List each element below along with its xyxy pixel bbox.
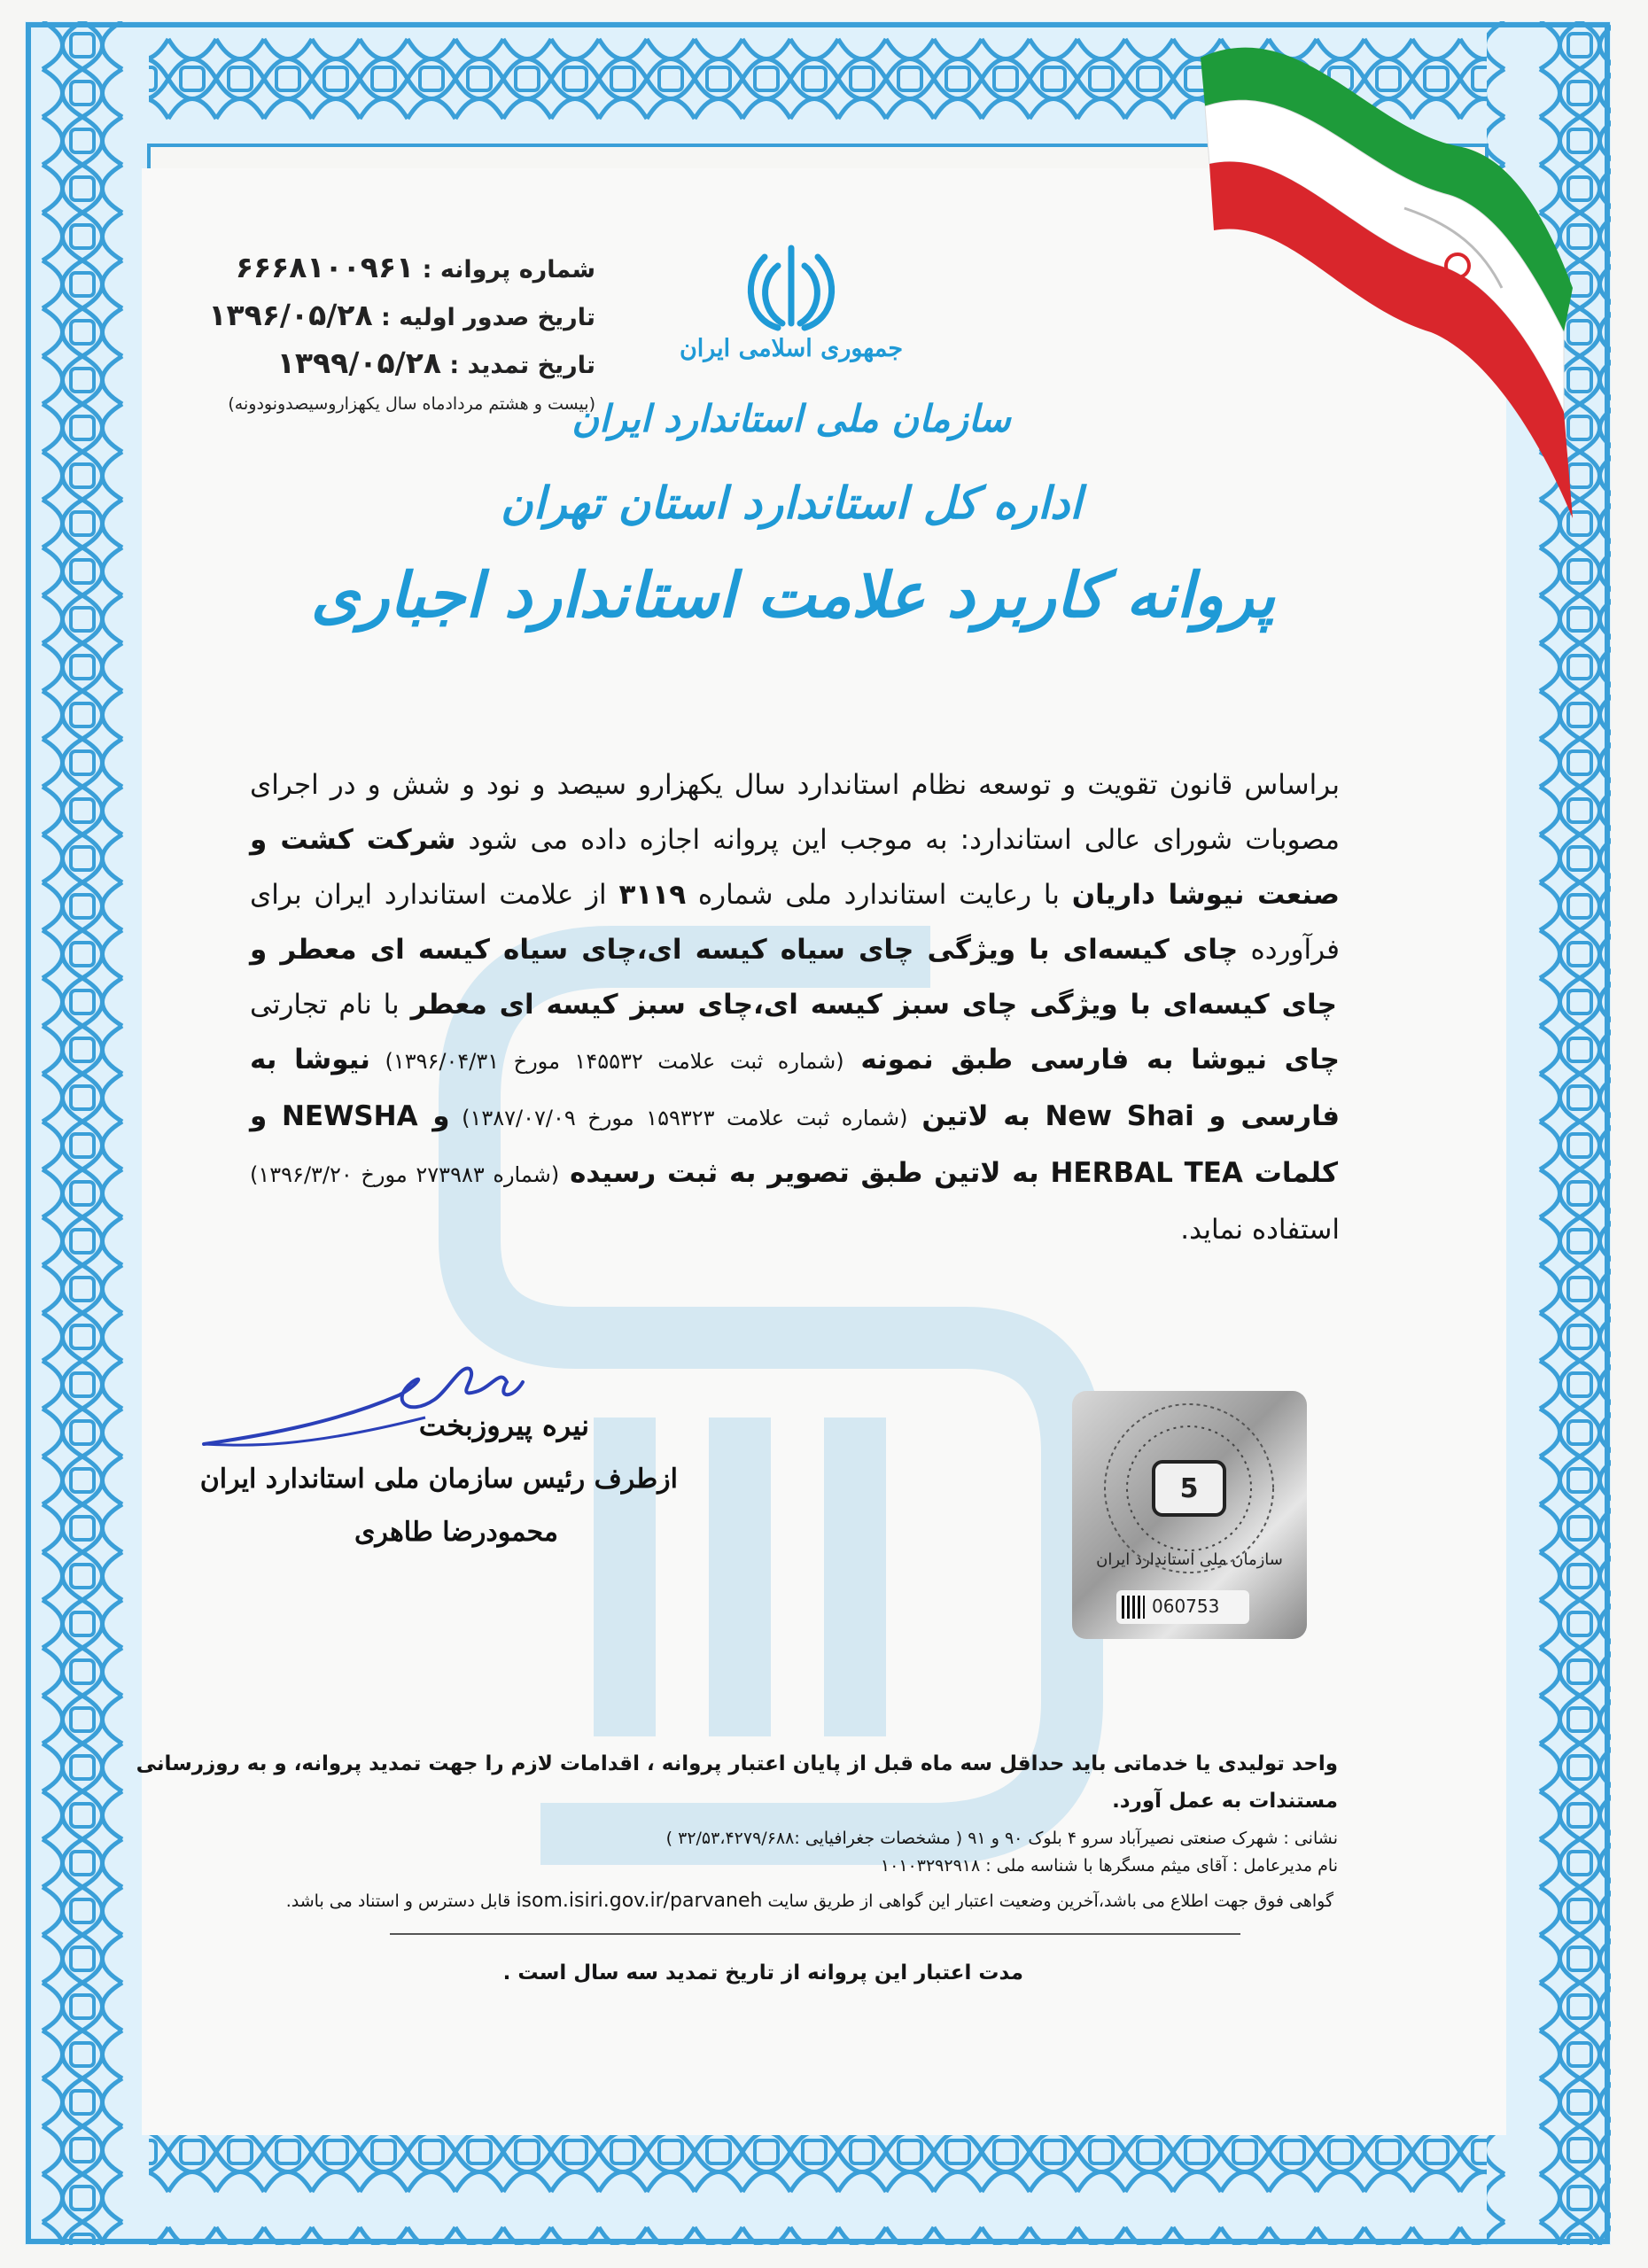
renew-date-label: تاریخ تمدید : xyxy=(449,352,595,379)
hologram-sticker xyxy=(1072,1391,1307,1639)
renew-date-words: (بیست و هشتم مردادماه سال یکهزاروسیصدونودونه) xyxy=(228,394,595,414)
verification-url[interactable]: isom.isiri.gov.ir/parvaneh xyxy=(516,1890,763,1912)
handwritten-signature xyxy=(195,1347,549,1462)
body-intro: براساس قانون تقویت و توسعه نظام استاندارد سال یکهزارو سیصد و نود و شش و در اجرای مصوبات شورای عالی استاندارد: به موجب این پروانه اجازه داده می شود xyxy=(250,769,1340,856)
signatory-name: نیره پیروزبخت xyxy=(418,1409,589,1442)
hologram-caption: سازمان ملی استاندارد ایران xyxy=(1096,1550,1283,1569)
license-number: ۶۶۶۸۱۰۰۹۶۱ xyxy=(235,250,415,284)
qr-code-icon xyxy=(1122,1596,1145,1619)
verification-post: قابل دسترس و استناد می باشد. xyxy=(285,1891,517,1911)
head-name: محمودرضا طاهری xyxy=(354,1517,558,1548)
hologram-serial: 060753 xyxy=(1152,1596,1220,1617)
issue-date: ۱۳۹۶/۰۵/۲۸ xyxy=(208,298,373,332)
product-list: چای کیسه‌ای با ویژگی چای سیاه کیسه ای،چای سیاه کیسه ای معطر و چای کیسه‌ای با ویژگی چای سبز کیسه ای،چای سبز کیسه ای معطر xyxy=(250,934,1337,1021)
license-number-line xyxy=(236,250,595,284)
body-product-intro: از علامت استاندارد ایران برای فرآورده xyxy=(250,879,1340,966)
company-name: شرکت کشت و صنعت نیوشا داریان xyxy=(250,824,1340,911)
standard-number: ۳۱۱۹ xyxy=(618,879,687,911)
footer-divider xyxy=(390,1933,1240,1935)
verification-pre: گواهی فوق جهت اطلاع می باشد،آخرین وضعیت اعتبار این گواهی از طریق سایت xyxy=(762,1891,1333,1911)
body-trade-name: با نام تجارتی xyxy=(250,989,400,1021)
verification-line xyxy=(286,1890,1333,1912)
license-number-label: شماره پروانه : xyxy=(422,256,595,284)
brand-persian: چای نیوشا به فارسی طبق نمونه xyxy=(860,1044,1340,1076)
svg-text:5: 5 xyxy=(1179,1473,1199,1504)
hologram-serial-box xyxy=(1116,1590,1249,1624)
brand-herbal-tea: و NEWSHA و کلمات HERBAL TEA به لاتین طبق تصویر به ثبت رسیده xyxy=(250,1100,1338,1189)
issue-date-label: تاریخ صدور اولیه : xyxy=(381,304,595,331)
signatory-role: ازطرف رئیس سازمان ملی استاندارد ایران xyxy=(199,1464,678,1495)
manager-line: نام مدیرعامل : آقای میثم مسگرها با شناسه ملی : ۱۰۱۰۳۲۹۲۹۱۸ xyxy=(880,1856,1338,1876)
organization-heading: سازمان ملی استاندارد ایران xyxy=(571,397,1011,440)
issue-date-line xyxy=(208,298,595,332)
body-standard-text: با رعایت استاندارد ملی شماره xyxy=(686,879,1060,911)
iran-emblem-icon xyxy=(742,239,840,337)
validity-line: مدت اعتبار این پروانه از تاریخ تمدید سه سال است . xyxy=(502,1961,1023,1984)
renew-date: ۱۳۹۹/۰۵/۲۸ xyxy=(276,346,441,380)
trademark-registration-1: (شماره ثبت علامت ۱۴۵۵۳۲ مورخ ۱۳۹۶/۰۴/۳۱) xyxy=(369,1049,844,1074)
renewal-notice-line2: مستندات به عمل آورد. xyxy=(1112,1790,1338,1813)
body-closing: استفاده نماید. xyxy=(1180,1214,1340,1246)
brand-latin: نیوشا به فارسی و New Shai به لاتین xyxy=(250,1044,1341,1132)
certificate-title: پروانه کاربرد علامت استاندارد اجباری xyxy=(310,558,1276,632)
address-line: نشانی : شهرک صنعتی نصیرآباد سرو ۴ بلوک ۹۰ و ۹۱ ( مشخصات جغرافیایی :۳۲/۵۳،۴۲۷۹/۶۸۸ ) xyxy=(665,1829,1338,1848)
trademark-registration-3: (شماره ۲۷۳۹۸۳ مورخ ۱۳۹۶/۳/۲۰) xyxy=(250,1162,560,1187)
iran-flag-icon xyxy=(1192,22,1582,518)
department-heading: اداره کل استاندارد استان تهران xyxy=(500,477,1083,529)
republic-caption: جمهوری اسلامی ایران xyxy=(679,335,904,362)
certificate-body xyxy=(250,757,1340,1257)
trademark-registration-2: (شماره ثبت علامت ۱۵۹۳۲۳ مورخ ۱۳۸۷/۰۷/۰۹) xyxy=(449,1106,908,1130)
renewal-notice-line1: واحد تولیدی یا خدماتی باید حداقل سه ماه قبل از پایان اعتبار پروانه ، اقدامات لازم را جهت تمدید پروانه، و به روزرسانی xyxy=(136,1752,1338,1775)
